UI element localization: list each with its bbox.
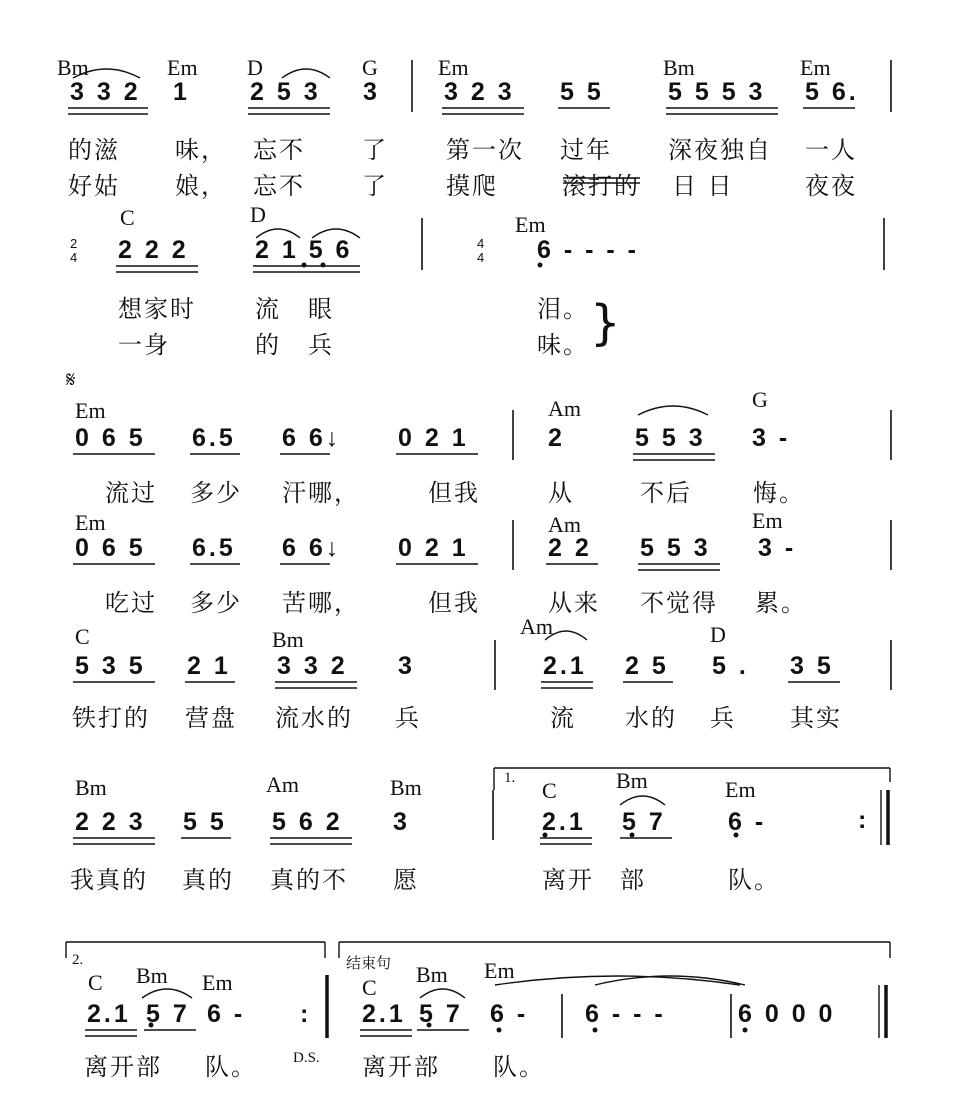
notes: 5 5 5 3 <box>668 78 766 106</box>
chord-symbol: Bm <box>416 962 448 987</box>
notes: 3 <box>393 808 410 836</box>
notes: 6 - - - <box>585 1000 666 1028</box>
chord-symbol: C <box>120 205 135 230</box>
lyric-text: 队。 <box>493 1053 545 1081</box>
notes: 5 7 <box>146 1000 190 1028</box>
notes: 6 - <box>728 808 767 836</box>
notes: 5 . <box>712 652 749 680</box>
chord-symbol: Bm <box>390 775 422 800</box>
notes: 6 - <box>490 1000 529 1028</box>
lyric-text: 兵 <box>395 704 421 732</box>
lyric-text: 营盘 <box>185 704 237 732</box>
lyric-text: 忘不 <box>253 172 305 200</box>
time-signature-bottom: 4 <box>477 250 485 265</box>
notes: 5 5 <box>560 78 604 106</box>
notes: 2 <box>548 424 565 452</box>
lyric-text: 多少 <box>190 479 242 507</box>
lyric-text: 铁打的 <box>72 704 150 732</box>
repeat-dots: : <box>858 806 870 834</box>
chord-symbol: Em <box>484 958 515 983</box>
notes: 2.1 <box>542 808 586 836</box>
lyric-text: 忘不 <box>253 136 305 164</box>
chord-symbol: Em <box>515 212 546 237</box>
lyric-text: 不觉得 <box>640 589 718 617</box>
lyric-text: 但我 <box>428 589 480 617</box>
dal-segno-mark: D.S. <box>293 1050 320 1066</box>
lyric-text: 汗哪， <box>282 479 360 507</box>
chord-symbol: Em <box>438 55 469 80</box>
lyric-text: 一人 <box>805 136 857 164</box>
notes: 2 2 <box>548 534 592 562</box>
chord-symbol: Bm <box>136 963 168 988</box>
notes: 2 5 3 <box>250 78 321 106</box>
lyric-text: 流水的 <box>275 704 353 732</box>
lyric-text: 水的 <box>625 704 677 732</box>
verse-brace: } <box>590 295 623 351</box>
notes: 5 5 3 <box>635 424 706 452</box>
lyric-text: 味， <box>175 136 227 164</box>
lyric-text: 愿 <box>393 866 419 894</box>
notes: 6.5 <box>192 424 236 452</box>
notes: 3 3 2 <box>277 652 348 680</box>
notes: 3 - <box>752 424 791 452</box>
chord-symbol: Bm <box>272 627 304 652</box>
notes: 6 - <box>207 1000 246 1028</box>
lyric-text: 一身 <box>118 331 170 359</box>
lyric-text: 队。 <box>205 1053 257 1081</box>
notes: 1 <box>173 78 190 106</box>
lyric-text: 流 <box>255 295 281 323</box>
notes: 6 - - - - <box>537 236 639 264</box>
lyric-text: 的 <box>255 331 281 359</box>
lyric-text: 深夜独自 <box>668 136 772 164</box>
notes: 0 2 1 <box>398 424 469 452</box>
chord-symbol: Am <box>520 614 553 639</box>
lyric-text: 苦哪， <box>282 589 360 617</box>
lyric-text: 了 <box>362 172 388 200</box>
lyric-text: 流 <box>550 704 576 732</box>
chord-symbol: Em <box>752 508 783 533</box>
lyric-text: 吃过 <box>105 589 157 617</box>
lyric-text: 我真的 <box>70 866 148 894</box>
notes: 3 <box>363 78 380 106</box>
notes: 2.1 <box>362 1000 406 1028</box>
chord-symbol: C <box>362 975 377 1000</box>
chord-symbol: Em <box>75 510 106 535</box>
chord-symbol: Em <box>75 398 106 423</box>
slur-arc <box>638 406 708 415</box>
lyric-text: 泪。 <box>537 295 589 323</box>
lyric-text: 离开部 <box>362 1053 440 1081</box>
notes: 2 1 <box>187 652 231 680</box>
lyric-text: 多少 <box>190 589 242 617</box>
lyric-text: 部 <box>620 866 646 894</box>
notes: 6 0 0 0 <box>738 1000 836 1028</box>
notes: 0 6 5 <box>75 534 146 562</box>
segno-sign: 𝄋 <box>66 368 76 393</box>
lyric-text: 想家时 <box>118 295 196 323</box>
notes: 3 - <box>758 534 797 562</box>
lyric-text: 兵 <box>710 704 736 732</box>
lyric-text: 不后 <box>640 479 692 507</box>
notes: 6.5 <box>192 534 236 562</box>
notes: 2 1 5 6 <box>255 236 353 264</box>
notes: 5 5 3 <box>640 534 711 562</box>
lyric-text: 真的 <box>182 866 234 894</box>
chord-symbol: Bm <box>57 55 89 80</box>
chord-symbol: G <box>362 55 378 80</box>
chord-symbol: C <box>75 624 90 649</box>
lyric-text: 摸爬 <box>446 172 498 200</box>
chord-symbol: D <box>247 55 263 80</box>
chord-symbol: Em <box>202 970 233 995</box>
volta-2-label: 2. <box>72 952 84 968</box>
lyric-text: 味。 <box>537 331 589 359</box>
lyric-text: 真的不 <box>270 866 348 894</box>
lyric-text: 了 <box>362 136 388 164</box>
lyric-text: 离开 <box>542 866 594 894</box>
lyric-text: 累。 <box>755 589 807 617</box>
notes: 2.1 <box>87 1000 131 1028</box>
slur-arc <box>420 989 465 998</box>
chord-symbol: Bm <box>663 55 695 80</box>
lyric-text: 过年 <box>560 136 612 164</box>
chord-symbol: Bm <box>616 768 648 793</box>
lyric-text: 兵 <box>308 331 334 359</box>
lyric-text: 的滋 <box>68 136 120 164</box>
chord-symbol: Am <box>266 772 299 797</box>
notes: 2 2 3 <box>75 808 146 836</box>
notes: 0 2 1 <box>398 534 469 562</box>
chord-symbol: C <box>542 778 557 803</box>
lyric-text: 从 <box>548 479 574 507</box>
lyric-text: 队。 <box>728 866 780 894</box>
time-signature-top: 2 <box>70 236 78 251</box>
notes: 5 5 <box>183 808 227 836</box>
slur-arc <box>142 989 192 998</box>
lyric-text: 娘， <box>175 172 227 200</box>
notes: 0 6 5 <box>75 424 146 452</box>
lyric-text: 从来 <box>548 589 600 617</box>
chord-symbol: D <box>250 202 266 227</box>
chord-symbol: G <box>752 387 768 412</box>
notes: 3 2 3 <box>444 78 515 106</box>
notes: 5 7 <box>419 1000 463 1028</box>
chord-symbol: Am <box>548 396 581 421</box>
lyric-text: 第一次 <box>446 136 524 164</box>
notes: 6 6↓ <box>282 534 342 562</box>
chord-symbol: Em <box>167 55 198 80</box>
time-signature-bottom: 4 <box>70 250 78 265</box>
notes: 5 7 <box>622 808 666 836</box>
lyric-text: 离开部 <box>84 1053 162 1081</box>
chord-symbol: Em <box>800 55 831 80</box>
notes: 6 6↓ <box>282 424 342 452</box>
notes: 3 3 2 <box>70 78 141 106</box>
lyric-text: 日 日 <box>672 172 734 200</box>
slur-arc <box>620 796 665 805</box>
slur-arc <box>282 69 330 78</box>
chord-symbol: Bm <box>75 775 107 800</box>
notes: 5 6 2 <box>272 808 343 836</box>
notes: 3 5 <box>790 652 834 680</box>
notes: 2 5 <box>625 652 669 680</box>
lyric-text: 好姑 <box>68 172 120 200</box>
lyric-text: 但我 <box>428 479 480 507</box>
notes: 3 <box>398 652 415 680</box>
notes: 2.1 <box>543 652 587 680</box>
lyric-text: 夜夜 <box>805 172 857 200</box>
notes: 5 3 5 <box>75 652 146 680</box>
ending-label: 结束句 <box>346 956 392 972</box>
lyric-text: 眼 <box>308 295 334 323</box>
lyric-text: 流过 <box>105 479 157 507</box>
lyric-text: 悔。 <box>753 479 805 507</box>
time-signature-top: 4 <box>477 236 485 251</box>
chord-symbol: Am <box>548 512 581 537</box>
chord-symbol: C <box>88 970 103 995</box>
volta-1-label: 1. <box>504 770 516 786</box>
lyric-text: 滚打的 <box>562 172 640 200</box>
chord-symbol: Em <box>725 777 756 802</box>
repeat-dots: : <box>300 1000 312 1028</box>
chord-symbol: D <box>710 622 726 647</box>
lyric-text: 其实 <box>790 704 842 732</box>
notes: 5 6. <box>805 78 859 106</box>
notes: 2 2 2 <box>118 236 189 264</box>
